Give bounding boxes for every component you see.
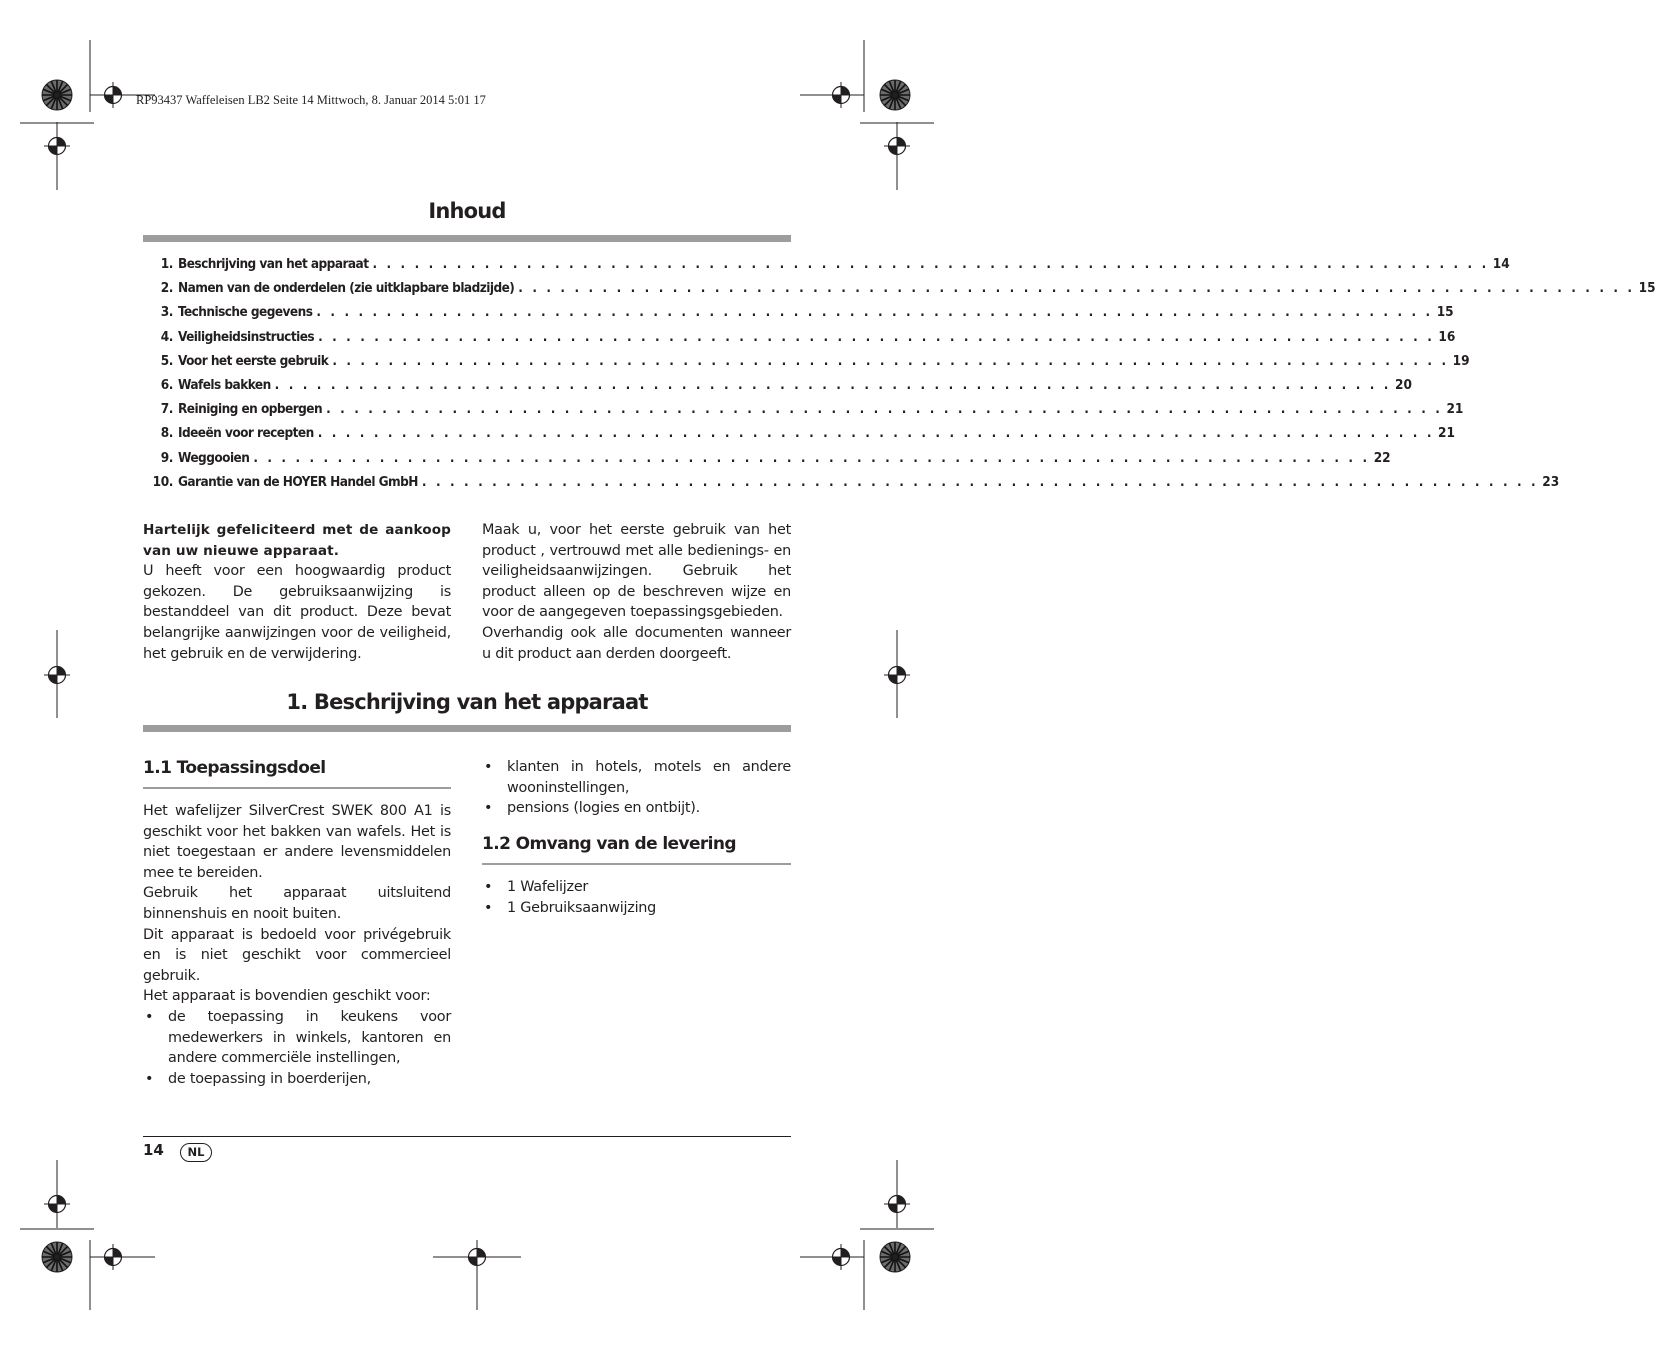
toc-entry-title: Beschrijving van het apparaat [178,256,369,272]
footer-rule [143,1136,791,1137]
toc-page-number: 15 [1436,304,1454,321]
toc-row[interactable] [145,401,1464,425]
toc-entry-title: Garantie van de HOYER Handel GmbH [178,473,418,490]
delivery-bullet-list [482,877,791,918]
toc-list [145,256,1656,498]
toc-dot-leader: . . . . . . . . . . . . . . . . . . . . . . . . . . . . . . . . . . . . . . . . . . . . . . . . . . . . . . . . . . . . . . . . . . . . . . . . . . . . . . . . [326,401,1443,418]
registration-mark-bottom-right [880,1242,910,1272]
list-item-text: 1 Wafelijzer [507,879,589,895]
toc-row[interactable] [145,328,1456,353]
toc-page-number: 22 [1373,449,1391,466]
bullet-icon: • [484,800,493,817]
subsection-rule [482,863,791,865]
crosshair-mark [884,133,910,159]
toc-num: 7. [160,401,173,418]
toc-page-number: 19 [1452,352,1470,369]
registration-mark-bottom-left [42,1242,72,1272]
usage-text [143,801,451,1089]
toc-row[interactable] [145,280,1656,304]
registration-mark-top-left [42,80,72,110]
toc-page-number: 20 [1395,376,1412,393]
toc-dot-leader: . . . . . . . . . . . . . . . . . . . . . . . . . . . . . . . . . . . . . . . . . . . . . . . . . . . . . . . . . . . . . . . . . . . . . . . . . . . . . . . . [274,376,1392,393]
list-item [143,1069,451,1090]
crosshair-mark [100,82,126,108]
usage-bullet-continuation [482,757,791,819]
toc-entry-title: Reiniging en opbergen [178,401,323,418]
toc-num: 1. [160,256,173,272]
toc-num: 2. [160,280,173,297]
print-info: RP93437 Waffeleisen LB2 Seite 14 Mittwoch, 8. Januar 2014 5:01 17 [136,93,486,107]
toc-num: 5. [160,352,173,369]
toc-dot-leader: . . . . . . . . . . . . . . . . . . . . . . . . . . . . . . . . . . . . . . . . . . . . . . . . . . . . . . . . . . . . . . . . . . . . . . . . . . . . . . . . [332,352,1449,369]
toc-page-number: 16 [1438,328,1456,345]
toc-title: Inhoud [428,199,506,223]
language-badge: NL [180,1143,212,1162]
list-item-text: de toepassing in keukens voor medewerkers in winkels, kantoren en andere commerciële instellingen, [168,1008,451,1067]
page-number: 14 [143,1141,164,1159]
subsection-title: 1.2 Omvang van de levering [482,834,736,854]
list-item [482,757,791,798]
intro-right-column [482,520,791,664]
trim-lines [20,40,934,1310]
crosshair-mark [884,662,910,688]
toc-page-number: 21 [1446,401,1464,418]
toc-num: 9. [160,449,173,466]
bullet-icon: • [484,879,493,895]
toc-page-number: 15 [1638,280,1656,297]
toc-entry-title: Voor het eerste gebruik [178,352,329,369]
bullet-icon: • [484,759,493,775]
list-item-text: pensions (logies en ontbijt). [507,800,700,817]
crosshair-mark [828,1244,854,1270]
toc-row[interactable] [145,376,1412,401]
section-title-bar [143,725,791,732]
toc-entry-title: Namen van de onderdelen (zie uitklapbare bladzijde) [178,280,515,297]
toc-row[interactable] [145,352,1470,377]
toc-dot-leader: . . . . . . . . . . . . . . . . . . . . . . . . . . . . . . . . . . . . . . . . . . . . . . . . . . . . . . . . . . . . . . . . . . . . . . . . . . . . . . . . [253,449,1370,466]
list-item [482,877,791,898]
registration-mark-top-right [880,80,910,110]
crosshair-mark [464,1244,490,1270]
toc-dot-leader: . . . . . . . . . . . . . . . . . . . . . . . . . . . . . . . . . . . . . . . . . . . . . . . . . . . . . . . . . . . . . . . . . . . . . . . . . . . . . . . . [372,256,1489,272]
intro-heading: Hartelijk gefeliciteerd met de aankoop van uw nieuwe apparaat. [143,522,451,559]
bullet-icon: • [145,1008,154,1025]
toc-page-number: 21 [1438,425,1455,442]
toc-row[interactable] [145,473,1560,498]
list-item-text: de toepassing in boerderijen, [168,1070,371,1087]
crosshair-mark [44,1191,70,1217]
subsection-title: 1.1 Toepassingsdoel [143,758,326,778]
crosshair-mark [44,133,70,159]
crosshair-mark [828,82,854,108]
toc-entry-title: Wafels bakken [178,376,271,393]
intro-paragraph: Maak u, voor het eerste gebruik van het product , vertrouwd met alle bedienings- en veiligheidsaanwijzingen. Gebruik het product alleen op de beschreven wijze en voor de aangegeven toepassingsgebieden. [482,522,791,621]
toc-num: 6. [160,376,173,393]
toc-row[interactable] [145,425,1455,449]
toc-num: 8. [160,425,173,442]
list-item [143,1007,451,1069]
toc-num: 10. [152,473,173,490]
crosshair-mark [44,662,70,688]
toc-entry-title: Technische gegevens [178,304,313,321]
usage-paragraph: Dit apparaat is bedoeld voor privégebruik en is niet geschikt voor commercieel gebruik. [143,926,451,984]
toc-page-number: 14 [1492,256,1510,272]
intro-left-column [143,520,451,664]
toc-entry-title: Ideeën voor recepten [178,425,314,442]
toc-page-number: 23 [1542,473,1560,490]
toc-row[interactable] [145,256,1510,280]
toc-dot-leader: . . . . . . . . . . . . . . . . . . . . . . . . . . . . . . . . . . . . . . . . . . . . . . . . . . . . . . . . . . . . . . . . . . . . . . . . . . . . . . . . [318,328,1435,345]
subsection-rule [143,787,451,789]
list-item-text: 1 Gebruiksaanwijzing [507,899,657,916]
list-item [482,898,791,919]
list-item [482,798,791,819]
crosshair-mark [100,1244,126,1270]
toc-entry-title: Weggooien [178,449,250,466]
toc-entry-title: Veiligheidsinstructies [178,328,315,345]
section-title: 1. Beschrijving van het apparaat [286,690,648,714]
toc-row[interactable] [145,449,1391,474]
toc-dot-leader: . . . . . . . . . . . . . . . . . . . . . . . . . . . . . . . . . . . . . . . . . . . . . . . . . . . . . . . . . . . . . . . . . . . . . . . . . . . . . . . . [317,425,1435,442]
toc-num: 3. [160,304,173,321]
usage-paragraph: Het apparaat is bovendien geschikt voor: [143,988,431,1005]
toc-title-bar [143,235,791,242]
toc-dot-leader: . . . . . . . . . . . . . . . . . . . . . . . . . . . . . . . . . . . . . . . . . . . . . . . . . . . . . . . . . . . . . . . . . . . . . . . . . . . . . . . . [421,473,1539,490]
usage-paragraph: Het wafelijzer SilverCrest SWEK 800 A1 is geschikt voor het bakken van wafels. Het is niet toegestaan er andere levensmiddelen mee te bereiden. [143,803,451,881]
bullet-icon: • [484,899,493,916]
toc-num: 4. [160,328,173,345]
toc-dot-leader: . . . . . . . . . . . . . . . . . . . . . . . . . . . . . . . . . . . . . . . . . . . . . . . . . . . . . . . . . . . . . . . . . . . . . . . . . . . . . . . . [518,280,1635,297]
usage-bullet-list [143,1007,451,1089]
bullet-icon: • [145,1070,154,1087]
intro-paragraph: Overhandig ook alle documenten wanneer u dit product aan derden doorgeeft. [482,624,791,662]
toc-dot-leader: . . . . . . . . . . . . . . . . . . . . . . . . . . . . . . . . . . . . . . . . . . . . . . . . . . . . . . . . . . . . . . . . . . . . . . . . . . . . . . . . [316,304,1433,321]
list-item-text: klanten in hotels, motels en andere wooninstellingen, [507,759,791,796]
toc-row[interactable] [145,304,1454,328]
intro-text: U heeft voor een hoogwaardig product gekozen. De gebruiksaanwijzing is bestanddeel van dit product. Deze bevat belangrijke aanwijzingen voor de veiligheid, het gebruik en de verwijdering. [143,563,451,662]
delivery-list [482,877,791,918]
usage-paragraph: Gebruik het apparaat uitsluitend binnenshuis en nooit buiten. [143,885,451,922]
usage-bullet-list [482,757,791,819]
crosshair-mark [884,1191,910,1217]
